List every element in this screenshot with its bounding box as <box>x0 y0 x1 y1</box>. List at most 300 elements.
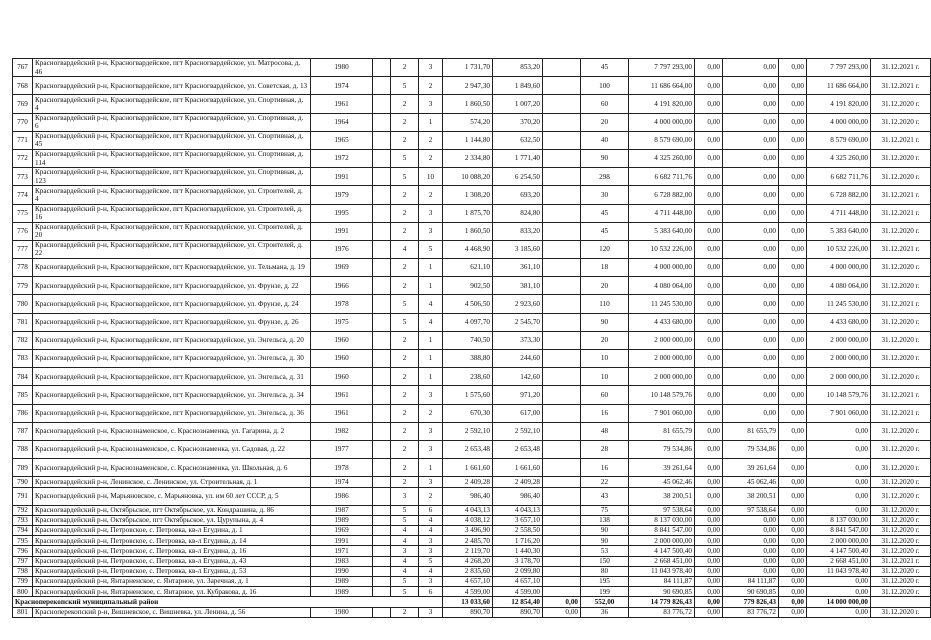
year-built: 1980 <box>311 59 373 77</box>
residents: 298 <box>581 168 629 186</box>
floors: 4 <box>391 556 419 566</box>
cell-col9: 0,00 <box>543 607 581 617</box>
cell-blank <box>373 536 391 546</box>
floors: 2 <box>391 277 419 295</box>
floors: 4 <box>391 566 419 576</box>
fund-1: 0,00 <box>695 368 723 386</box>
living-area: 971,20 <box>493 386 543 404</box>
fund-4: 2 000 000,00 <box>807 331 871 349</box>
living-area: 1 661,60 <box>493 459 543 477</box>
year-built: 1979 <box>311 186 373 204</box>
row-number: 768 <box>13 77 33 95</box>
repair-cost-total: 10 148 579,76 <box>629 386 695 404</box>
repair-cost-total: 4 711 448,00 <box>629 204 695 222</box>
floors: 4 <box>391 526 419 536</box>
address: Красногвардейский р-н, Красногвардейское, пгт Красногвардейское, ул. Энгельса, д. 34 <box>33 386 311 404</box>
cell-col9 <box>543 149 581 167</box>
fund-3: 0,00 <box>779 404 807 422</box>
total-area: 740,50 <box>443 331 493 349</box>
year-built: 1991 <box>311 222 373 240</box>
cell-blank <box>373 477 391 487</box>
fund-3: 0,00 <box>779 386 807 404</box>
fund-1: 0,00 <box>695 422 723 440</box>
fund-1: 0,00 <box>695 295 723 313</box>
cell-blank <box>373 295 391 313</box>
year-built: 1966 <box>311 277 373 295</box>
table-row <box>13 204 931 222</box>
residents: 20 <box>581 113 629 131</box>
cell-blank <box>373 222 391 240</box>
living-area: 4 043,13 <box>493 505 543 515</box>
row-number: 767 <box>13 59 33 77</box>
cell-blank <box>373 204 391 222</box>
deadline-date: 31.12.2020 г. <box>871 222 931 240</box>
address: Красногвардейский р-н, Красногвардейское, пгт Красногвардейское, ул. Строителей, д. 22 <box>33 240 311 258</box>
total-area: 4 468,90 <box>443 240 493 258</box>
repair-cost-total: 4 433 680,00 <box>629 313 695 331</box>
entrances: 4 <box>419 295 443 313</box>
fund-1: 0,00 <box>695 222 723 240</box>
fund-3: 0,00 <box>779 459 807 477</box>
living-area: 824,80 <box>493 204 543 222</box>
residents: 22 <box>581 477 629 487</box>
cell-blank <box>373 331 391 349</box>
cell-col9 <box>543 240 581 258</box>
total-area: 3 496,90 <box>443 526 493 536</box>
row-number: 792 <box>13 505 33 515</box>
fund-2: 38 200,51 <box>723 487 779 505</box>
floors: 2 <box>391 204 419 222</box>
cell-blank <box>373 186 391 204</box>
address: Красногвардейский р-н, Октябрьское, пгт Октябрьское, ул. Цурупына, д. 4 <box>33 515 311 525</box>
year-built: 1960 <box>311 368 373 386</box>
fund-2: 0,00 <box>723 386 779 404</box>
district-fund-1: 0,00 <box>695 597 723 608</box>
repair-cost-total: 4 000 000,00 <box>629 113 695 131</box>
total-area: 2 947,30 <box>443 77 493 95</box>
district-header-row <box>13 597 931 608</box>
year-built: 1980 <box>311 607 373 617</box>
year-built: 1978 <box>311 295 373 313</box>
fund-3: 0,00 <box>779 526 807 536</box>
table-row <box>13 331 931 349</box>
fund-3: 0,00 <box>779 556 807 566</box>
cell-col9 <box>543 505 581 515</box>
fund-1: 0,00 <box>695 59 723 77</box>
entrances: 3 <box>419 440 443 458</box>
fund-1: 0,00 <box>695 204 723 222</box>
repair-cost-total: 6 682 711,76 <box>629 168 695 186</box>
year-built: 1961 <box>311 95 373 113</box>
residents: 10 <box>581 368 629 386</box>
deadline-date: 31.12.2020 г. <box>871 546 931 556</box>
living-area: 693,20 <box>493 186 543 204</box>
living-area: 4 657,10 <box>493 577 543 587</box>
repair-cost-total: 11 686 664,00 <box>629 77 695 95</box>
fund-1: 0,00 <box>695 259 723 277</box>
total-area: 902,50 <box>443 277 493 295</box>
cell-blank <box>373 505 391 515</box>
fund-1: 0,00 <box>695 331 723 349</box>
entrances: 4 <box>419 526 443 536</box>
year-built: 1990 <box>311 566 373 576</box>
entrances: 5 <box>419 240 443 258</box>
deadline-date: 31.12.2020 г. <box>871 515 931 525</box>
living-area: 1 716,20 <box>493 536 543 546</box>
entrances: 10 <box>419 168 443 186</box>
residents: 16 <box>581 404 629 422</box>
fund-3: 0,00 <box>779 59 807 77</box>
residents: 60 <box>581 386 629 404</box>
repair-cost-total: 4 325 260,00 <box>629 149 695 167</box>
row-number: 787 <box>13 422 33 440</box>
row-number: 798 <box>13 566 33 576</box>
floors: 2 <box>391 95 419 113</box>
fund-1: 0,00 <box>695 546 723 556</box>
row-number: 791 <box>13 487 33 505</box>
year-built: 1989 <box>311 515 373 525</box>
total-area: 4 657,10 <box>443 577 493 587</box>
address: Красногвардейский р-н, Петровское, с. Петровка, кв-л Егудина, д. 1 <box>33 526 311 536</box>
cell-col9 <box>543 95 581 113</box>
deadline-date: 31.12.2021 г. <box>871 131 931 149</box>
table-row <box>13 313 931 331</box>
floors: 5 <box>391 295 419 313</box>
fund-4: 4 191 820,00 <box>807 95 871 113</box>
fund-2: 0,00 <box>723 59 779 77</box>
floors: 2 <box>391 440 419 458</box>
cell-blank <box>373 587 391 597</box>
cell-col9 <box>543 477 581 487</box>
cell-blank <box>373 59 391 77</box>
year-built: 1983 <box>311 556 373 566</box>
cell-blank <box>373 459 391 477</box>
table-row <box>13 487 931 505</box>
fund-2: 0,00 <box>723 149 779 167</box>
total-area: 1 731,70 <box>443 59 493 77</box>
repair-cost-total: 10 532 226,00 <box>629 240 695 258</box>
floors: 2 <box>391 404 419 422</box>
residents: 53 <box>581 546 629 556</box>
table-row <box>13 536 931 546</box>
year-built: 1989 <box>311 587 373 597</box>
address: Красногвардейский р-н, Красногвардейское, пгт Красногвардейское, ул. Тельмана, д. 19 <box>33 259 311 277</box>
address: Красногвардейский р-н, Красногвардейское, пгт Красногвардейское, ул. Энгельса, д. 30 <box>33 350 311 368</box>
fund-3: 0,00 <box>779 259 807 277</box>
total-area: 986,40 <box>443 487 493 505</box>
fund-1: 0,00 <box>695 131 723 149</box>
repair-cost-total: 7 901 060,00 <box>629 404 695 422</box>
total-area: 4 097,70 <box>443 313 493 331</box>
table-row <box>13 149 931 167</box>
fund-2: 90 690,85 <box>723 587 779 597</box>
fund-3: 0,00 <box>779 277 807 295</box>
year-built: 1995 <box>311 204 373 222</box>
fund-3: 0,00 <box>779 113 807 131</box>
floors: 4 <box>391 536 419 546</box>
total-area: 2 592,10 <box>443 422 493 440</box>
table-row <box>13 240 931 258</box>
residents: 40 <box>581 131 629 149</box>
fund-4: 0,00 <box>807 477 871 487</box>
table-row <box>13 440 931 458</box>
living-area: 2 558,50 <box>493 526 543 536</box>
entrances: 3 <box>419 536 443 546</box>
table-row <box>13 526 931 536</box>
fund-3: 0,00 <box>779 477 807 487</box>
address: Красногвардейский р-н, Петровское, с. Петровка, кв-л Егудина, д. 14 <box>33 536 311 546</box>
residents: 195 <box>581 577 629 587</box>
fund-3: 0,00 <box>779 168 807 186</box>
cell-col9 <box>543 577 581 587</box>
cell-col9 <box>543 487 581 505</box>
row-number: 795 <box>13 536 33 546</box>
floors: 2 <box>391 222 419 240</box>
residents: 90 <box>581 536 629 546</box>
fund-2: 0,00 <box>723 546 779 556</box>
address: Красногвардейский р-н, Красногвардейское, пгт Красногвардейское, ул. Энгельса, д. 36 <box>33 404 311 422</box>
entrances: 6 <box>419 587 443 597</box>
cell-col9 <box>543 526 581 536</box>
address: Красногвардейский р-н, Красногвардейское, пгт Красногвардейское, ул. Строителей, д. 16 <box>33 204 311 222</box>
floors: 2 <box>391 422 419 440</box>
entrances: 4 <box>419 566 443 576</box>
residents: 45 <box>581 204 629 222</box>
living-area: 381,10 <box>493 277 543 295</box>
row-number: 786 <box>13 404 33 422</box>
fund-4: 4 711 448,00 <box>807 204 871 222</box>
entrances: 1 <box>419 259 443 277</box>
fund-1: 0,00 <box>695 149 723 167</box>
deadline-date: 31.12.2020 г. <box>871 566 931 576</box>
fund-2: 0,00 <box>723 515 779 525</box>
year-built: 1961 <box>311 386 373 404</box>
total-area: 1 144,80 <box>443 131 493 149</box>
cell-col9 <box>543 204 581 222</box>
total-area: 10 088,20 <box>443 168 493 186</box>
cell-col9 <box>543 277 581 295</box>
deadline-date: 31.12.2020 г. <box>871 607 931 617</box>
cell-blank <box>373 422 391 440</box>
fund-1: 0,00 <box>695 350 723 368</box>
repair-cost-total: 2 668 451,00 <box>629 556 695 566</box>
fund-2: 0,00 <box>723 331 779 349</box>
floors: 2 <box>391 113 419 131</box>
entrances: 5 <box>419 556 443 566</box>
table-row <box>13 515 931 525</box>
fund-1: 0,00 <box>695 526 723 536</box>
cell-col9 <box>543 404 581 422</box>
table-row <box>13 350 931 368</box>
entrances: 1 <box>419 331 443 349</box>
fund-3: 0,00 <box>779 149 807 167</box>
total-area: 1 308,20 <box>443 186 493 204</box>
fund-2: 39 261,64 <box>723 459 779 477</box>
living-area: 986,40 <box>493 487 543 505</box>
fund-1: 0,00 <box>695 515 723 525</box>
row-number: 775 <box>13 204 33 222</box>
fund-2: 45 062,46 <box>723 477 779 487</box>
address: Красногвардейский р-н, Красногвардейское, пгт Красногвардейское, ул. Спортивная, д. 6 <box>33 113 311 131</box>
year-built: 1978 <box>311 459 373 477</box>
deadline-date: 31.12.2021 г. <box>871 386 931 404</box>
entrances: 3 <box>419 477 443 487</box>
fund-4: 0,00 <box>807 587 871 597</box>
fund-2: 83 776,72 <box>723 607 779 617</box>
address: Красногвардейский р-н, Краснознаменское, с. Краснознаменка, ул. Садовая, д. 22 <box>33 440 311 458</box>
fund-4: 11 686 664,00 <box>807 77 871 95</box>
table-body <box>13 59 931 618</box>
residents: 48 <box>581 422 629 440</box>
row-number: 781 <box>13 313 33 331</box>
address: Красногвардейский р-н, Краснознаменское, с. Краснознаменка, ул. Гагарина, д. 2 <box>33 422 311 440</box>
row-number: 777 <box>13 240 33 258</box>
table-row <box>13 386 931 404</box>
cell-col9 <box>543 350 581 368</box>
total-area: 2 835,60 <box>443 566 493 576</box>
address: Красногвардейский р-н, Красногвардейское, пгт Красногвардейское, ул. Фрунзе, д. 24 <box>33 295 311 313</box>
cell-col9 <box>543 331 581 349</box>
row-number: 772 <box>13 149 33 167</box>
cell-blank <box>373 607 391 617</box>
total-area: 574,20 <box>443 113 493 131</box>
fund-2: 79 534,86 <box>723 440 779 458</box>
district-col9: 0,00 <box>543 597 581 608</box>
residents: 110 <box>581 295 629 313</box>
total-area: 2 409,28 <box>443 477 493 487</box>
residents: 30 <box>581 186 629 204</box>
residents: 20 <box>581 277 629 295</box>
fund-2: 0,00 <box>723 536 779 546</box>
fund-1: 0,00 <box>695 313 723 331</box>
row-number: 769 <box>13 95 33 113</box>
repair-cost-total: 4 000 000,00 <box>629 259 695 277</box>
cell-blank <box>373 368 391 386</box>
year-built: 1987 <box>311 505 373 515</box>
fund-4: 2 000 000,00 <box>807 350 871 368</box>
fund-4: 2 000 000,00 <box>807 368 871 386</box>
row-number: 782 <box>13 331 33 349</box>
total-area: 388,80 <box>443 350 493 368</box>
repair-cost-total: 8 841 547,00 <box>629 526 695 536</box>
fund-4: 2 000 000,00 <box>807 536 871 546</box>
district-living-area: 12 854,40 <box>493 597 543 608</box>
address: Красногвардейский р-н, Красногвардейское, пгт Красногвардейское, ул. Спортивная, д. 123 <box>33 168 311 186</box>
table-row <box>13 607 931 617</box>
floors: 2 <box>391 259 419 277</box>
cell-col9 <box>543 77 581 95</box>
floors: 5 <box>391 313 419 331</box>
total-area: 2 485,70 <box>443 536 493 546</box>
deadline-date: 31.12.2020 г. <box>871 368 931 386</box>
living-area: 853,20 <box>493 59 543 77</box>
fund-2: 0,00 <box>723 295 779 313</box>
cell-col9 <box>543 186 581 204</box>
fund-3: 0,00 <box>779 131 807 149</box>
district-residents: 552,00 <box>581 597 629 608</box>
row-number: 794 <box>13 526 33 536</box>
repair-cost-total: 90 690,85 <box>629 587 695 597</box>
table-row <box>13 477 931 487</box>
fund-3: 0,00 <box>779 587 807 597</box>
district-fund-4: 14 000 000,00 <box>807 597 871 608</box>
deadline-date: 31.12.2020 г. <box>871 259 931 277</box>
cell-col9 <box>543 536 581 546</box>
entrances: 4 <box>419 313 443 331</box>
fund-4: 4 000 000,00 <box>807 113 871 131</box>
deadline-date: 31.12.2020 г. <box>871 459 931 477</box>
fund-3: 0,00 <box>779 440 807 458</box>
living-area: 2 923,60 <box>493 295 543 313</box>
living-area: 2 099,80 <box>493 566 543 576</box>
living-area: 142,60 <box>493 368 543 386</box>
address: Красногвардейский р-н, Красногвардейское, пгт Красногвардейское, ул. Энгельса, д. 20 <box>33 331 311 349</box>
address: Красногвардейский р-н, Красногвардейское, пгт Красногвардейское, ул. Спортивная, д. 45 <box>33 131 311 149</box>
living-area: 2 653,48 <box>493 440 543 458</box>
district-repair-cost: 14 779 826,43 <box>629 597 695 608</box>
residents: 90 <box>581 313 629 331</box>
fund-2: 0,00 <box>723 566 779 576</box>
year-built: 1986 <box>311 487 373 505</box>
floors: 3 <box>391 487 419 505</box>
fund-2: 84 111,87 <box>723 577 779 587</box>
cell-blank <box>373 566 391 576</box>
residents: 45 <box>581 59 629 77</box>
residents: 20 <box>581 331 629 349</box>
repair-cost-total: 39 261,64 <box>629 459 695 477</box>
total-area: 1 575,60 <box>443 386 493 404</box>
living-area: 890,70 <box>493 607 543 617</box>
fund-3: 0,00 <box>779 204 807 222</box>
fund-1: 0,00 <box>695 607 723 617</box>
repair-cost-total: 2 000 000,00 <box>629 536 695 546</box>
floors: 5 <box>391 168 419 186</box>
address: Красногвардейский р-н, Петровское, с. Петровка, кв-л Егудина, д. 53 <box>33 566 311 576</box>
row-number: 784 <box>13 368 33 386</box>
fund-1: 0,00 <box>695 77 723 95</box>
year-built: 1976 <box>311 240 373 258</box>
living-area: 3 178,70 <box>493 556 543 566</box>
living-area: 370,20 <box>493 113 543 131</box>
entrances: 3 <box>419 577 443 587</box>
address: Красногвардейский р-н, Красногвардейское, пгт Красногвардейское, ул. Энгельса, д. 31 <box>33 368 311 386</box>
entrances: 2 <box>419 487 443 505</box>
fund-3: 0,00 <box>779 331 807 349</box>
row-number: 783 <box>13 350 33 368</box>
fund-4: 0,00 <box>807 459 871 477</box>
deadline-date: 31.12.2021 г. <box>871 77 931 95</box>
fund-3: 0,00 <box>779 222 807 240</box>
row-number: 800 <box>13 587 33 597</box>
deadline-date: 31.12.2021 г. <box>871 186 931 204</box>
fund-1: 0,00 <box>695 168 723 186</box>
housing-register-table <box>12 58 931 618</box>
address: Красногвардейский р-н, Красногвардейское, пгт Красногвардейское, ул. Спортивная, д. 4 <box>33 95 311 113</box>
address: Красногвардейский р-н, Краснознаменское, с. Краснознаменка, ул. Школьная, д. 6 <box>33 459 311 477</box>
table-row <box>13 556 931 566</box>
repair-cost-total: 84 111,87 <box>629 577 695 587</box>
year-built: 1972 <box>311 149 373 167</box>
total-area: 670,30 <box>443 404 493 422</box>
table-row <box>13 186 931 204</box>
residents: 10 <box>581 350 629 368</box>
fund-4: 0,00 <box>807 422 871 440</box>
floors: 2 <box>391 477 419 487</box>
deadline-date: 31.12.2020 г. <box>871 487 931 505</box>
living-area: 1 440,30 <box>493 546 543 556</box>
fund-4: 8 841 547,00 <box>807 526 871 536</box>
cell-col9 <box>543 222 581 240</box>
